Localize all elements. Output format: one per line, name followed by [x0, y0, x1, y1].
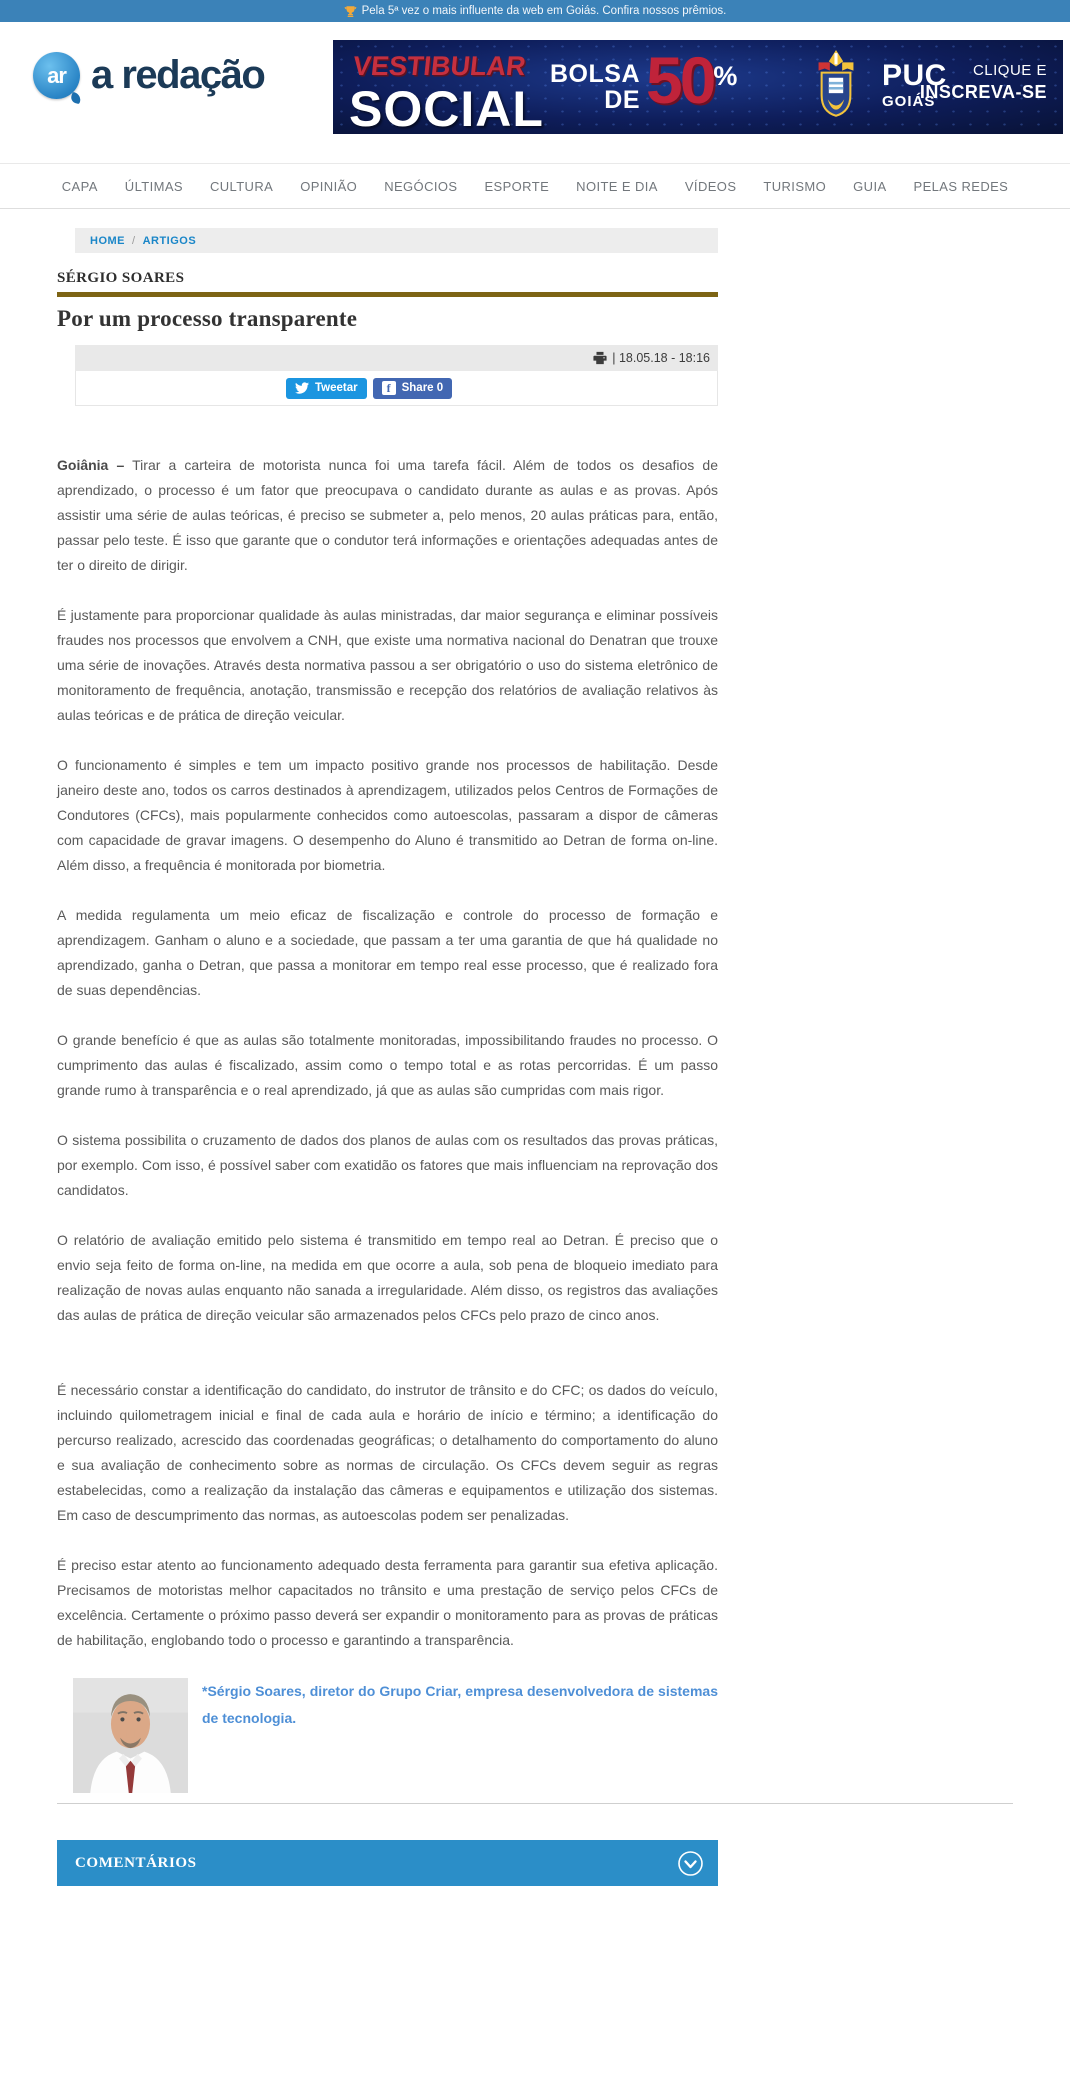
nav-item-videos[interactable]: VÍDEOS [684, 178, 737, 194]
author-label: SÉRGIO SOARES [57, 270, 185, 286]
article-paragraph: O sistema possibilita o cruzamento de dados dos planos de aulas com os resultados das provas práticas, por exemplo. Com isso, é possível saber com exatidão os fatores que mais influenciam na reprovação dos candidatos. [57, 1132, 718, 1198]
nav-item-ultimas[interactable]: ÚLTIMAS [124, 178, 183, 194]
nav-item-cultura[interactable]: CULTURA [209, 178, 274, 194]
nav-item-turismo[interactable]: TURISMO [763, 178, 827, 194]
banner-offer: BOLSA DE [550, 60, 640, 114]
twitter-icon [295, 382, 309, 394]
logo-bubble-icon [33, 52, 80, 99]
breadcrumb-section-link[interactable]: ARTIGOS [142, 234, 197, 247]
tweet-button[interactable]: Tweetar [286, 378, 367, 399]
author-photo [73, 1678, 188, 1793]
gold-divider [57, 292, 718, 297]
article-paragraph: A medida regulamenta um meio eficaz de fiscalização e controle do processo de formação e aprendizagem. Ganham o aluno e a sociedade, que passam a ter uma garantia de que há qualidade no aprendizado, ganha o Detran, que passa a monitorar em tempo real esse processo, que é realizado fora de suas dependências. [57, 907, 718, 998]
chevron-down-icon[interactable] [677, 1850, 704, 1877]
article-paragraph: O grande benefício é que as aulas são totalmente monitoradas, impossibilitando fraudes no processo. O cumprimento das aulas é fiscalizado, assim como o tempo total e as rotas percorridas. É um passo grande rumo à transparência e o real aprendizado, já que as aulas são cumpridas com mais rigor. [57, 1032, 718, 1098]
breadcrumb-home-link[interactable]: HOME [90, 234, 125, 247]
article-paragraph: É justamente para proporcionar qualidade às aulas ministradas, dar maior segurança e eliminar possíveis fraudes nos processos que envolvem a CNH, que existe uma normativa nacional do Denatran que trouxe uma série de inovações. Através desta normativa passou a ser obrigatório o uso do sistema eletrônico de monitoramento de frequência, anotação, transmissão e recepção dos relatórios de avaliação relativos às aulas teóricas e de prática de direção veicular. [57, 607, 718, 723]
facebook-share-button[interactable]: f Share 0 [373, 378, 453, 399]
dateline: Goiânia – [57, 457, 125, 473]
main-nav [0, 163, 1070, 209]
author-bio-text: *Sérgio Soares, diretor do Grupo Criar, empresa desenvolvedora de sistemas de tecnologia. [202, 1683, 718, 1726]
top-notice-bar [0, 0, 1070, 22]
author-bio [57, 1678, 718, 1793]
article-paragraph: Goiânia – Tirar a carteira de motorista nunca foi uma tarefa fácil. Além de todos os desafios de aprendizado, o processo é um fator que preocupava o candidato durante as aulas e as provas. Após assistir uma série de aulas teóricas, é preciso se submeter a, pelo menos, 20 aulas práticas para, então, passar pelo teste. É isso que garante que o condutor terá informações e orientações adequadas antes de ter o direito de dirigir. [57, 457, 718, 573]
article-body [57, 453, 718, 1653]
facebook-icon: f [382, 381, 396, 395]
banner-title-top: VESTIBULAR [351, 51, 528, 81]
share-box [75, 345, 718, 406]
logo-wordmark: a redação [91, 53, 265, 97]
share-buttons-row [75, 371, 718, 406]
breadcrumb-separator: / [132, 234, 136, 247]
top-notice-text[interactable]: Pela 5ª vez o mais influente da web em Goiás. Confira nossos prêmios. [361, 5, 727, 17]
breadcrumb [75, 228, 718, 253]
meta-strip [75, 345, 718, 371]
article-paragraph: É preciso estar atento ao funcionamento adequado desta ferramenta para garantir sua efetiva aplicação. Precisamos de motoristas melhor capacitados no trânsito e uma prestação de serviço pelos CFCs de excelência. Certamente o próximo passo deverá ser expandir o monitoramento para as provas de práticas de habilitação, englobando todo o processo e garantindo a transparência. [57, 1557, 718, 1648]
nav-item-opiniao[interactable]: OPINIÃO [300, 178, 358, 194]
print-icon[interactable] [593, 351, 607, 365]
nav-item-capa[interactable]: CAPA [61, 178, 98, 194]
article-paragraph: O relatório de avaliação emitido pelo sistema é transmitido em tempo real ao Detran. É preciso que o envio seja feito de forma on-line, na medida em que ocorre a aula, sob pena de bloqueio imediato para realização de novas aulas enquanto não sanada a irregularidade. Além disso, os registros das avaliações das aulas de prática de direção veicular são armazenados pelos CFCs pelo prazo de cinco anos. [57, 1232, 718, 1323]
logo-bubble-text: ar [47, 62, 66, 88]
article-column [57, 228, 718, 1886]
publish-date: | 18.05.18 - 18:16 [612, 351, 710, 365]
comments-bar[interactable] [57, 1840, 718, 1886]
site-logo[interactable] [33, 52, 264, 99]
section-divider [57, 1803, 1013, 1804]
banner-ad[interactable] [333, 40, 1063, 134]
nav-item-noite-e-dia[interactable]: NOITE E DIA [576, 178, 658, 194]
nav-item-esporte[interactable]: ESPORTE [484, 178, 550, 194]
nav-item-negocios[interactable]: NEGÓCIOS [384, 178, 458, 194]
nav-item-pelas-redes[interactable]: PELAS REDES [913, 178, 1009, 194]
article-paragraph: É necessário constar a identificação do candidato, do instrutor de trânsito e do CFC; os dados do veículo, incluindo quilometragem inicial e final de cada aula e horário de início e término; a identificação do percurso realizado, acrescido das coordenadas geográficas; o detalhamento do comportamento do aluno e sua avaliação de conhecimento sobre as normas de circulação. Os CFCs devem seguir as regras estabelecidas, como a realização da instalação das câmeras e equipamentos e utilização dos sistemas. Em caso de descumprimento das normas, as autoescolas podem ser penalizadas. [57, 1382, 718, 1523]
article-paragraph: O funcionamento é simples e tem um impacto positivo grande nos processos de habilitação. Desde janeiro deste ano, todos os carros destinados à aprendizagem, utilizados pelos Centros de Formações de Condutores (CFCs), mais popularmente conhecidos como autoescolas, passaram a dispor de câmeras com capacidade de gravar imagens. O desempenho do Aluno é transmitido ao Detran de forma on-line. Além disso, a frequência é monitorada por biometria. [57, 757, 718, 873]
page-title: Por um processo transparente [57, 306, 358, 331]
banner-title-bottom: SOCIAL [349, 81, 544, 134]
comments-label: COMENTÁRIOS [75, 1854, 197, 1871]
banner-brand: PUC GOIÁS [882, 59, 947, 110]
puc-crest-icon [800, 48, 872, 126]
trophy-icon [344, 5, 357, 18]
author-portrait-image [73, 1678, 188, 1793]
nav-item-guia[interactable]: GUIA [853, 178, 887, 194]
banner-percent: 50% [646, 43, 738, 117]
banner-cta: CLIQUE E INSCREVA-SE [919, 62, 1047, 102]
